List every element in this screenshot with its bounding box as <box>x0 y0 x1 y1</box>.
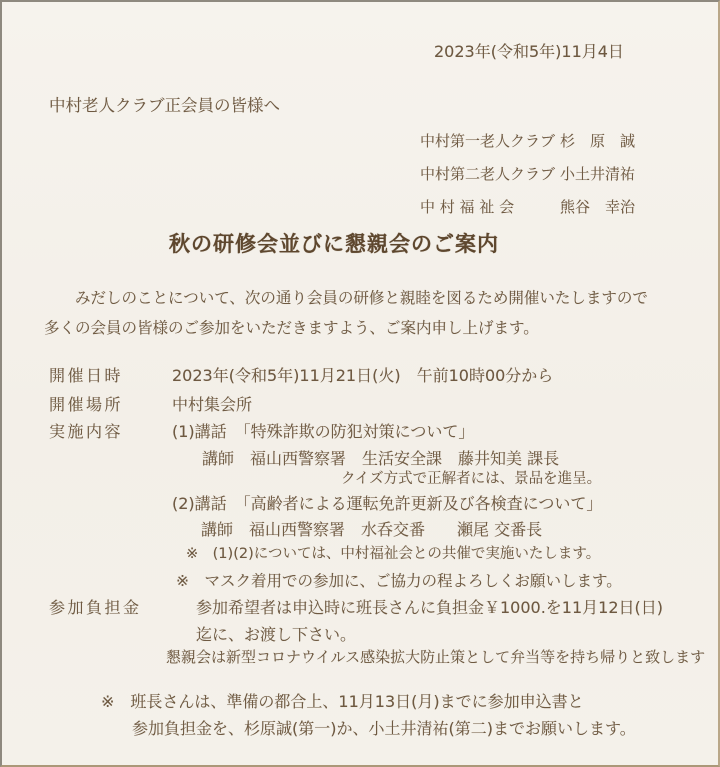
sender-name: 熊谷 幸治 <box>560 198 636 216</box>
social-gathering-note: 懇親会は新型コロナウイルス感染拡大防止策として弁当等を持ち帰りと致します <box>166 648 706 666</box>
program-item-1-lecturer: 講師 福山西警察署 生活安全課 藤井知美 課長 <box>202 449 560 468</box>
footer-note-line: 参加負担金を、杉原誠(第一)か、小土井清祐(第二)までお願いします。 <box>132 719 636 738</box>
sender-line <box>420 198 635 216</box>
place-label: 開催場所 <box>49 395 124 414</box>
sender-line <box>420 132 635 150</box>
sender-line <box>420 165 635 183</box>
program-item-2-title: (2)講話 「高齢者による運転免許更新及び各検査について」 <box>172 494 603 513</box>
datetime-label: 開催日時 <box>49 366 124 385</box>
sender-name: 杉 原 誠 <box>560 132 636 150</box>
program-item-2-lecturer: 講師 福山西警察署 水呑交番 瀬尾 交番長 <box>201 520 543 539</box>
sender-org: 中村第一老人クラブ <box>420 132 556 150</box>
contents-label: 実施内容 <box>49 422 124 441</box>
program-item-1-note: クイズ方式で正解者には、景品を進呈。 <box>341 471 602 487</box>
letter-date: 2023年(令和5年)11月4日 <box>434 42 624 61</box>
intro-paragraph-line: 多くの会員の皆様のご参加をいただきますよう、ご案内申し上げます。 <box>44 319 539 337</box>
intro-paragraph-line: みだしのことについて、次の通り会員の研修と親睦を図るため開催いたしますので <box>75 289 648 307</box>
letter-title: 秋の研修会並びに懇親会のご案内 <box>169 232 499 256</box>
sender-name: 小土井清祐 <box>560 165 636 183</box>
fee-label: 参加負担金 <box>49 598 142 617</box>
program-item-1-title: (1)講話 「特殊詐欺の防犯対策について」 <box>172 422 475 441</box>
place-value: 中村集会所 <box>172 395 253 414</box>
joint-hosting-note: ※ (1)(2)については、中村福祉会との共催で実施いたします。 <box>186 546 601 562</box>
recipient-line: 中村老人クラブ正会員の皆様へ <box>49 96 280 115</box>
fee-instruction-line: 参加希望者は申込時に班長さんに負担金￥1000.を11月12日(日) <box>196 598 664 617</box>
sender-org: 中 村 福 祉 会 <box>420 198 515 216</box>
footer-note-line: ※ 班長さんは、準備の都合上、11月13日(月)までに参加申込書と <box>101 692 584 711</box>
mask-note: ※ マスク着用での参加に、ご協力の程よろしくお願いします。 <box>176 572 622 590</box>
datetime-value: 2023年(令和5年)11月21日(火) 午前10時00分から <box>172 366 554 385</box>
sender-org: 中村第二老人クラブ <box>420 165 556 183</box>
fee-instruction-line: 迄に、お渡し下さい。 <box>196 625 357 644</box>
